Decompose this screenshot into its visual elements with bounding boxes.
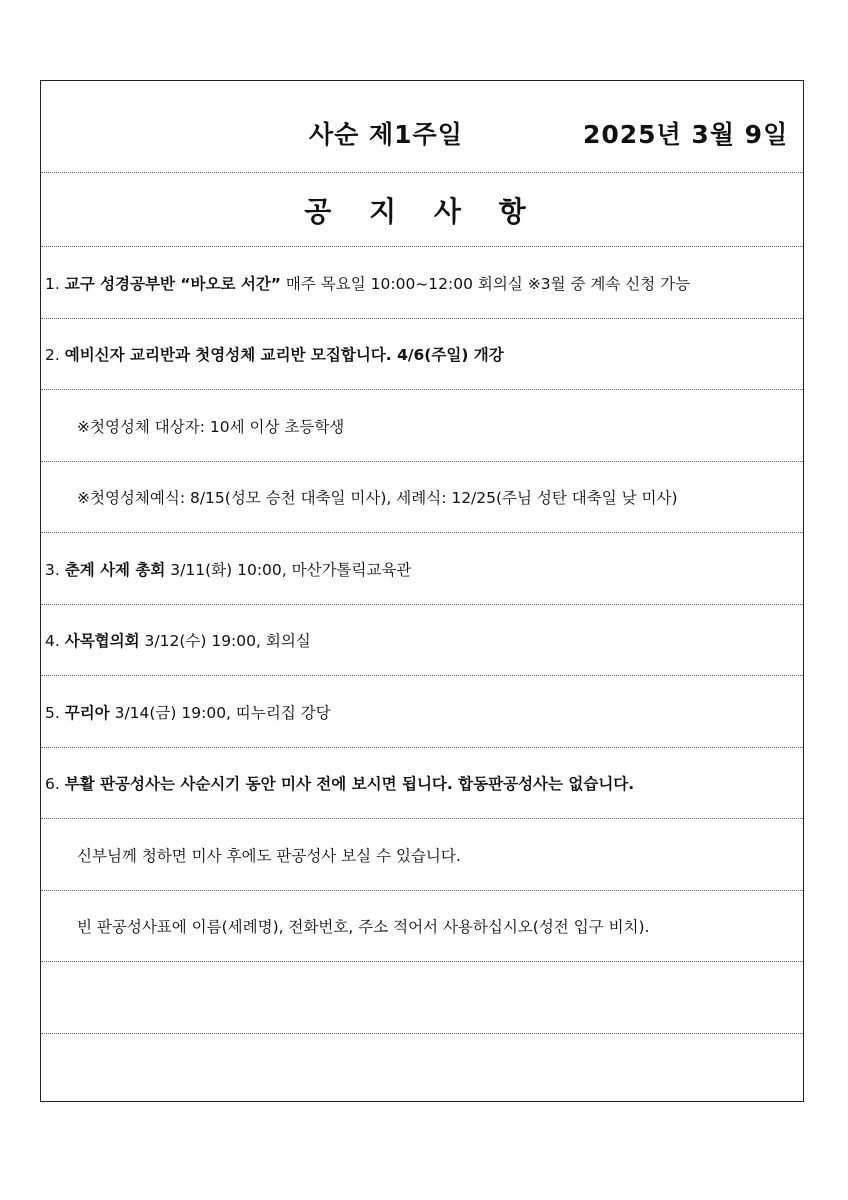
item-text: 3/11(화) 10:00, 마산가톨릭교육관: [165, 560, 412, 579]
notice-row: [41, 605, 803, 676]
section-title: 공 지 사 항: [304, 194, 540, 228]
item-bold-text: 부활 판공성사는 사순시기 동안 미사 전에 보시면 됩니다. 합동판공성사는 없습니다.: [64, 775, 635, 793]
notice-item: [41, 486, 678, 508]
item-number: 2.: [45, 346, 60, 364]
date-title: 2025년 3월 9일: [583, 120, 789, 149]
notice-sheet: [40, 80, 804, 1102]
notice-item: [41, 844, 461, 866]
notice-item: [41, 415, 344, 437]
notice-item: [41, 772, 634, 794]
notice-item: [41, 558, 411, 580]
title-row: [41, 81, 803, 173]
item-text: ※첫영성체예식: 8/15(성모 승천 대축일 미사), 세례식: 12/25(주님 성탄 대축일 낮 미사): [77, 489, 678, 507]
item-number: 4.: [45, 632, 60, 650]
notice-row: [41, 819, 803, 891]
notice-row: [41, 748, 803, 819]
week-title: 사순 제1주일: [309, 120, 463, 149]
notice-row: [41, 390, 803, 462]
notice-row: [41, 676, 803, 748]
item-number: 1.: [45, 274, 60, 293]
item-bold-text: 교구 성경공부반 “바오로 서간”: [64, 274, 281, 293]
item-number: 3.: [45, 560, 60, 579]
notice-row: [41, 891, 803, 962]
item-text: 3/14(금) 19:00, 띠누리집 강당: [109, 703, 331, 722]
item-text: 신부님께 청하면 미사 후에도 판공성사 보실 수 있습니다.: [77, 846, 461, 865]
notice-item: [41, 629, 311, 651]
item-bold-text: 춘계 사제 총회: [64, 560, 166, 579]
item-bold-text: 사목협의회: [64, 632, 140, 650]
notice-item: [41, 915, 650, 937]
notice-item: [41, 272, 690, 294]
notice-row: [41, 247, 803, 319]
notice-row: [41, 533, 803, 605]
item-bold-text: 꾸리아: [64, 703, 110, 722]
item-text: 매주 목요일 10:00~12:00 회의실 ※3월 중 계속 신청 가능: [280, 274, 691, 293]
item-bold-text: 예비신자 교리반과 첫영성체 교리반 모집합니다. 4/6(주일) 개강: [64, 346, 504, 364]
empty-row: [41, 962, 803, 1034]
notice-row: [41, 319, 803, 390]
heading-row: [41, 173, 803, 247]
item-text: 빈 판공성사표에 이름(세례명), 전화번호, 주소 적어서 사용하십시오(성전 입구 비치).: [77, 918, 650, 936]
item-text: ※첫영성체 대상자: 10세 이상 초등학생: [77, 417, 345, 436]
notice-item: [41, 701, 331, 723]
item-number: 6.: [45, 775, 60, 793]
item-number: 5.: [45, 703, 60, 722]
notice-item: [41, 343, 504, 365]
notice-row: [41, 462, 803, 533]
item-text: 3/12(수) 19:00, 회의실: [139, 632, 311, 650]
empty-row: [41, 1034, 803, 1103]
